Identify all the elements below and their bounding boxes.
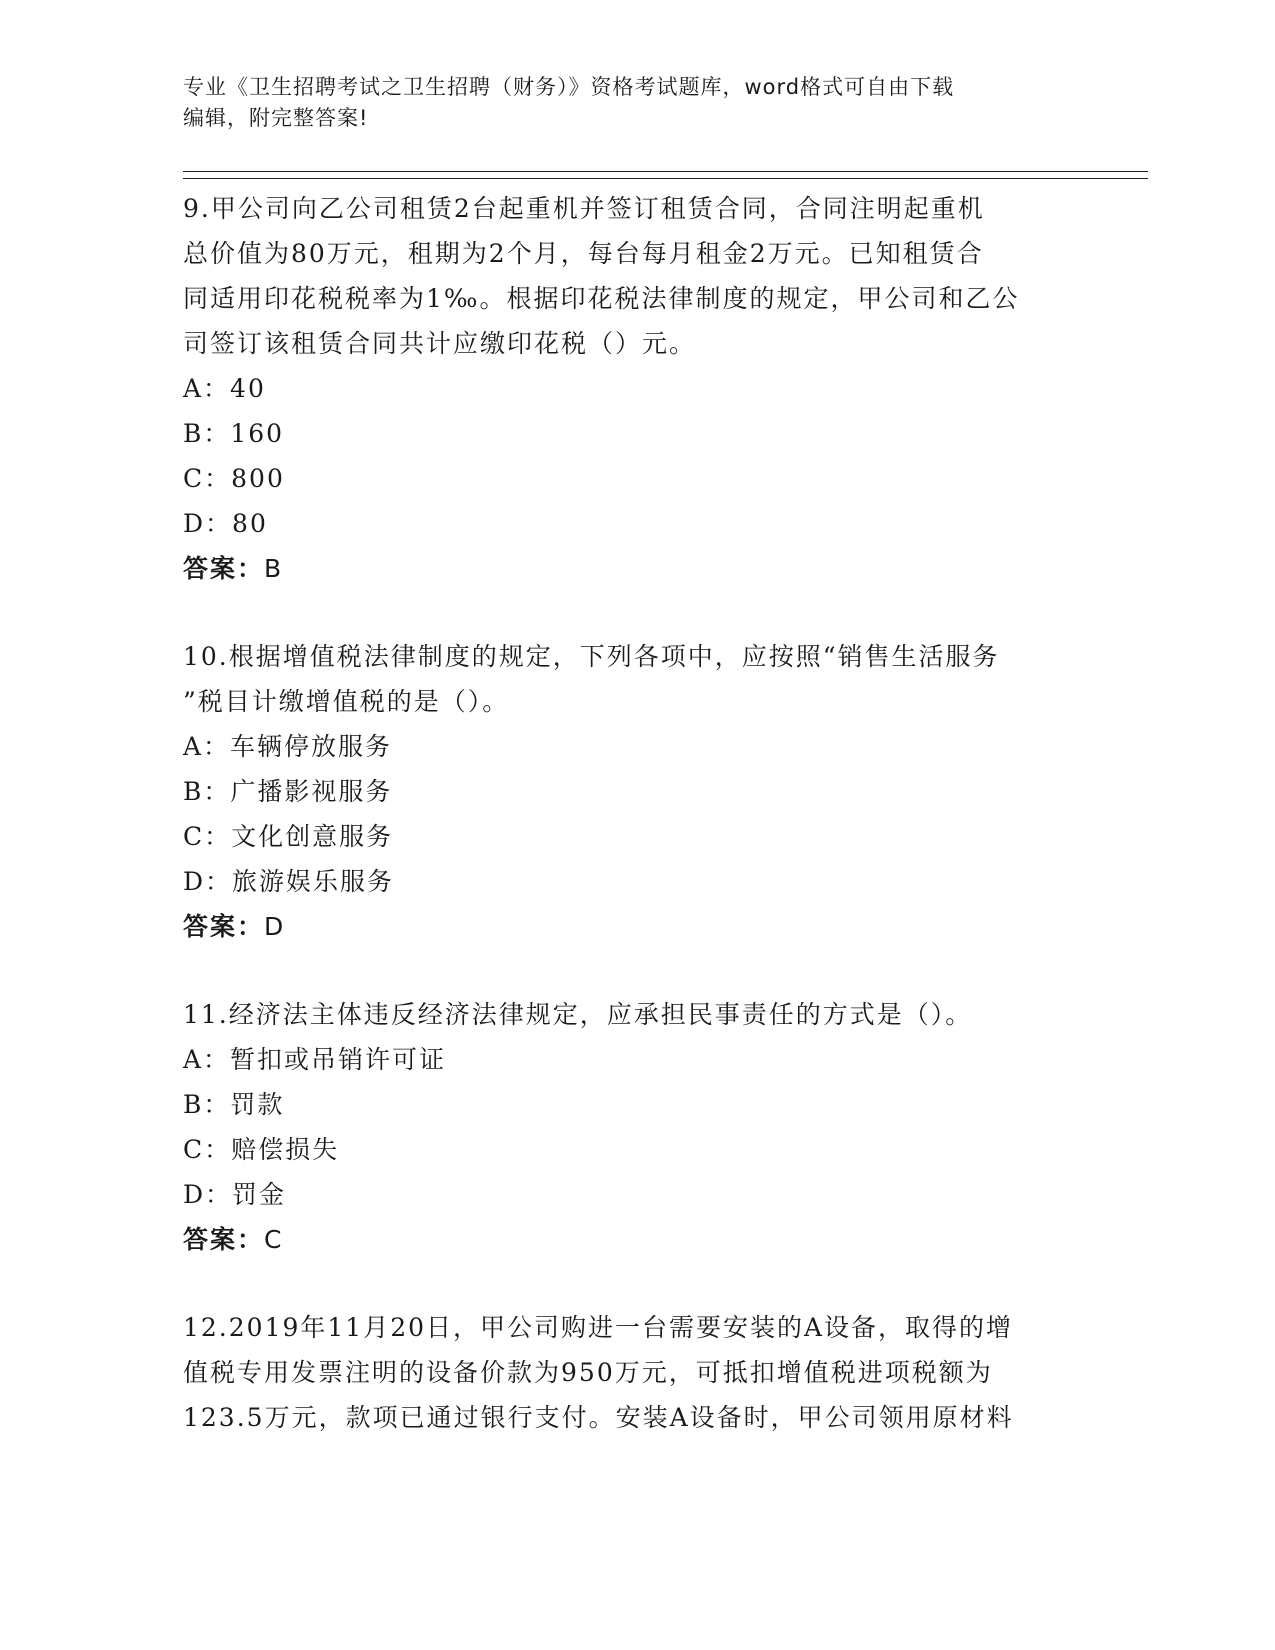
answer-label: 答案： [183, 1225, 265, 1254]
option-c: C：文化创意服务 [183, 822, 394, 851]
option-a: A：40 [183, 374, 266, 403]
header-line-1: 专业《卫生招聘考试之卫生招聘（财务）》资格考试题库，word格式可自由下载 [183, 75, 955, 99]
spacer [183, 1262, 1083, 1305]
option-b: B：罚款 [183, 1090, 285, 1119]
spacer [183, 949, 1083, 992]
question-stem-line: 10.根据增值税法律制度的规定，下列各项中，应按照“销售生活服务 [183, 642, 1000, 671]
option-d: D：罚金 [183, 1180, 287, 1209]
question-stem-line: 123.5万元，款项已通过银行支付。安装A设备时，甲公司领用原材料 [183, 1403, 1014, 1432]
question-stem-line: 司签订该租赁合同共计应缴印花税（）元。 [183, 329, 697, 358]
answer-line [183, 546, 1083, 591]
question-stem-line: 11.经济法主体违反经济法律规定，应承担民事责任的方式是（）。 [183, 1000, 973, 1029]
answer-value: C [264, 1225, 284, 1254]
answer-label: 答案： [183, 554, 265, 583]
option-c: C：赔偿损失 [183, 1135, 340, 1164]
question-stem-line: ”税目计缴增值税的是（）。 [183, 687, 510, 716]
answer-line [183, 1217, 1083, 1262]
option-c: C：800 [183, 464, 285, 493]
answer-line [183, 904, 1083, 949]
option-d: D：旅游娱乐服务 [183, 867, 395, 896]
option-b: B：160 [183, 419, 285, 448]
answer-value: D [264, 912, 286, 941]
question-12 [183, 1305, 1083, 1440]
question-stem-line: 12.2019年11月20日，甲公司购进一台需要安装的A设备，取得的增 [183, 1313, 1014, 1342]
option-a: A：车辆停放服务 [183, 732, 393, 761]
option-d: D：80 [183, 509, 268, 538]
header-divider-bottom [183, 178, 1148, 179]
question-stem-line: 总价值为80万元，租期为2个月，每台每月租金2万元。已知租赁合 [183, 239, 984, 268]
question-9 [183, 186, 1083, 591]
spacer [183, 591, 1083, 634]
question-11 [183, 992, 1083, 1262]
header-line-2: 编辑，附完整答案! [183, 106, 369, 130]
option-b: B：广播影视服务 [183, 777, 393, 806]
question-stem-line: 同适用印花税税率为1‰。根据印花税法律制度的规定，甲公司和乙公 [183, 284, 1020, 313]
question-10 [183, 634, 1083, 949]
answer-value: B [264, 554, 284, 583]
question-list [183, 186, 1083, 1440]
question-stem-line: 值税专用发票注明的设备价款为950万元，可抵扣增值税进项税额为 [183, 1358, 993, 1387]
option-a: A：暂扣或吊销许可证 [183, 1045, 447, 1074]
question-stem-line: 9.甲公司向乙公司租赁2台起重机并签订租赁合同，合同注明起重机 [183, 194, 985, 223]
page-header [183, 72, 1063, 134]
answer-label: 答案： [183, 912, 265, 941]
header-divider-top [183, 171, 1148, 172]
